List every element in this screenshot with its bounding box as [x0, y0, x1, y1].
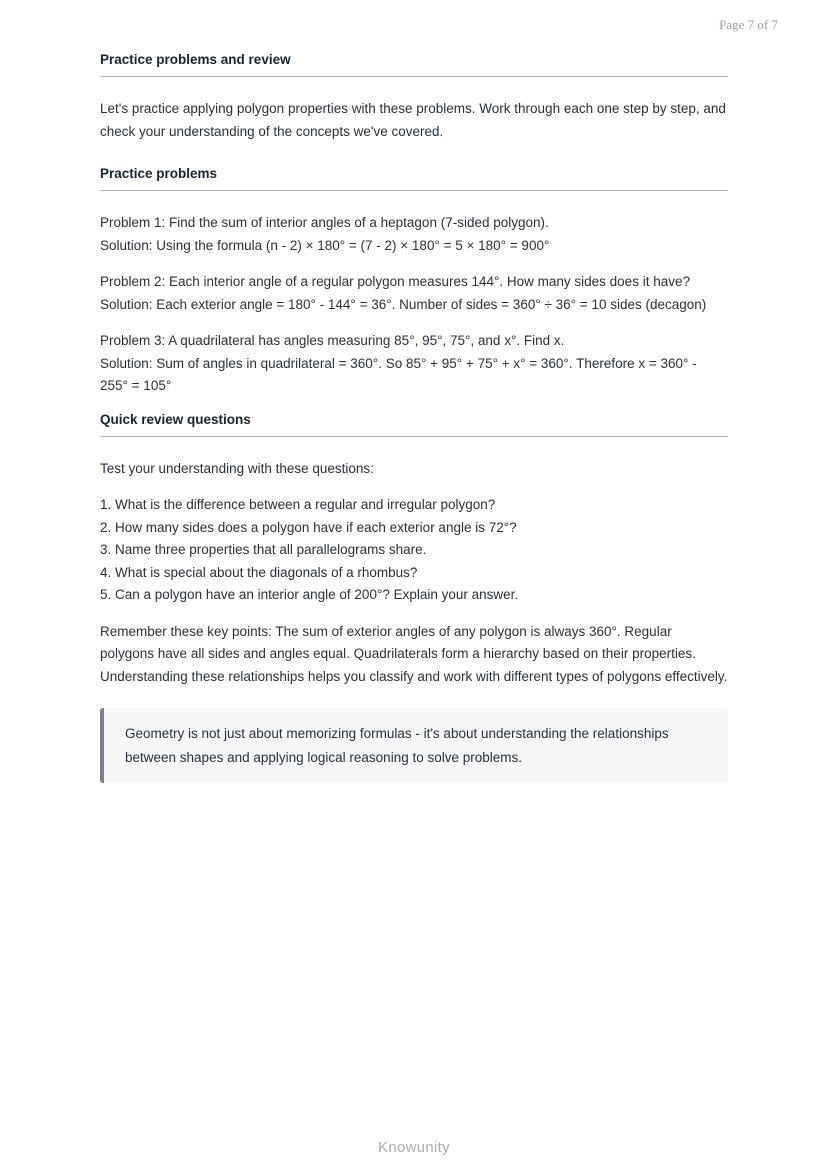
key-points-paragraph: Remember these key points: The sum of exterior angles of any polygon is always 360°. Regular polygons have all sides and angles equal. Quadrilaterals form a hierarchy based on their properties. Understanding these relationships helps you classify and work with different types of polygons effectively.	[100, 623, 728, 684]
intro-paragraph: Let's practice applying polygon properties with these problems. Work through each one step by step, and check your understanding of the concepts we've covered.	[100, 101, 726, 139]
review-section	[100, 458, 728, 689]
list-item: 4. What is special about the diagonals of a rhombus?	[100, 564, 418, 580]
list-item: 1. What is the difference between a regular and irregular polygon?	[100, 497, 496, 512]
problem-solution: Solution: Using the formula (n - 2) × 180° = (7 - 2) × 180° = 5 × 180° = 900°	[100, 237, 550, 253]
problem-1	[100, 212, 728, 257]
callout-text: Geometry is not just about memorizing formulas - it's about understanding the relationships between shapes and applying logical reasoning to solve problems.	[125, 726, 669, 765]
list-item: 3. Name three properties that all parallelograms share.	[100, 542, 427, 557]
list-item: 5. Can a polygon have an interior angle of 200°? Explain your answer.	[100, 587, 519, 602]
practice-heading: Practice problems	[100, 166, 728, 191]
callout-quote	[100, 708, 728, 783]
problem-question: Problem 2: Each interior angle of a regular polygon measures 144°. How many sides does it have?	[100, 274, 690, 289]
problem-solution: Solution: Sum of angles in quadrilateral = 360°. So 85° + 95° + 75° + x° = 360°. Therefore x = 360° - 255° = 105°	[100, 355, 697, 393]
problem-solution: Solution: Each exterior angle = 180° - 144° = 36°. Number of sides = 360° ÷ 36° = 10 sides (decagon)	[100, 296, 707, 312]
review-question-list	[100, 494, 728, 607]
problem-question: Problem 3: A quadrilateral has angles measuring 85°, 95°, 75°, and x°. Find x.	[100, 333, 565, 348]
page-number: Page 7 of 7	[719, 17, 778, 32]
review-intro: Test your understanding with these questions:	[100, 460, 374, 476]
footer-brand-logo: Knowunity	[378, 1139, 450, 1156]
document-content	[100, 52, 728, 783]
section-title: Practice problems and review	[100, 52, 728, 77]
review-heading: Quick review questions	[100, 412, 728, 437]
problem-2	[100, 271, 728, 316]
problem-question: Problem 1: Find the sum of interior angles of a heptagon (7-sided polygon).	[100, 215, 549, 230]
problem-3	[100, 330, 728, 398]
list-item: 2. How many sides does a polygon have if each exterior angle is 72°?	[100, 519, 517, 535]
practice-problems	[100, 212, 728, 398]
